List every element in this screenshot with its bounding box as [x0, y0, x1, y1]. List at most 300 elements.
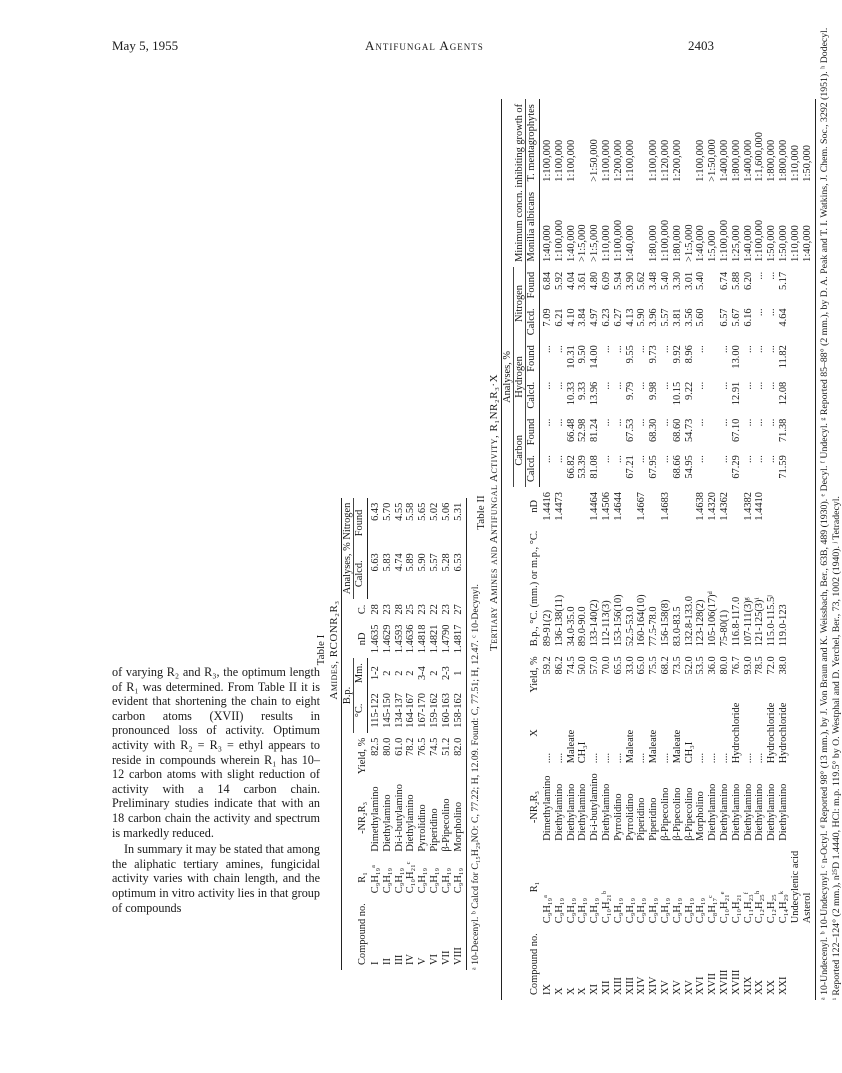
page-number: 2403: [688, 38, 714, 53]
t2-cell-no: [790, 928, 802, 1000]
t2-cell-yield: 59.2: [541, 656, 553, 675]
t2-cell-nd: [802, 487, 816, 526]
t2-cell-cf: 68.30: [648, 418, 660, 443]
t2-cell-cc: 67.21: [624, 455, 636, 479]
t2-cell-hc: 9.98: [648, 381, 660, 400]
t2-cell-hf: ...: [542, 345, 553, 354]
t2-cell-yield: 33.0: [624, 656, 636, 675]
t2-cell-cf: 52.98: [577, 418, 589, 443]
t1-header-analyses: Analyses, % Nitrogen: [342, 498, 354, 599]
t2-cell-tri: 1:100,000: [542, 139, 553, 182]
t2-cell-x: Hydrochloride: [766, 702, 778, 764]
t1-cell-no: VI: [428, 954, 440, 965]
t2-cell-nd: [577, 487, 589, 526]
t2-cell-mon: 1:100,000: [754, 219, 766, 262]
t1-cell-found: 5.06: [440, 502, 452, 521]
t2-row: [754, 99, 766, 1000]
t2-cell-tri: 1:200,000: [671, 139, 683, 182]
table-2-title: Tertiary Amines and Antifungal Activity, R₁NR₂R₃·X: [488, 373, 500, 652]
t2-cell-tri: [636, 99, 648, 187]
t2-cell-nf: [707, 267, 719, 304]
t2-row: [802, 99, 816, 1000]
t2-row: [707, 99, 719, 1000]
t2-cell-yield: 93.0: [742, 656, 754, 675]
t1-header-c: C.: [356, 604, 368, 615]
t2-cell-hc: ...: [695, 381, 707, 390]
t2-cell-cf: ...: [612, 418, 624, 427]
t2-cell-tri: 1:800,000: [766, 139, 778, 182]
t1-cell-found: 5.02: [428, 502, 440, 521]
t2-cell-no: X: [565, 987, 577, 995]
t2-cell-hf: ...: [718, 345, 730, 354]
t2-cell-x: [790, 698, 802, 769]
t2-cell-no: XII: [600, 980, 612, 995]
t2-cell-nr: Diethylamino: [553, 783, 565, 841]
t2-cell-mon: 1:50,000: [766, 225, 778, 262]
t2-cell-nd: 1.4416: [541, 492, 553, 521]
t1-cell-bp: 158-162: [453, 688, 467, 733]
t1-cell-r1: C₉H₁₉: [428, 867, 440, 894]
t2-cell-r1: C₁₀H₂₁: [730, 894, 742, 924]
t2-cell-cc: ...: [600, 455, 612, 463]
t2-cell-hf: ...: [766, 345, 778, 354]
t2-cell-no: XI: [589, 984, 601, 995]
t2-cell-x: ....: [742, 752, 754, 764]
t2-cell-cc: [707, 450, 719, 487]
t2-cell-hc: 10.15: [671, 381, 683, 406]
t2-cell-mon: 1:100,000: [659, 219, 671, 262]
t2-cell-bp: 153-156(10): [612, 594, 624, 647]
t2-cell-nc: 4.13: [624, 308, 636, 327]
t2-cell-bp: 123-128(2): [695, 599, 707, 647]
table-1-footnote: ᵃ 10-Decenyl. ᵇ Calcd for C₁₅H₂₉NO: C, 77.22; H, 12.09. Found: C, 77.51; H, 12.47. ᶜ 10-Decynyl.: [470, 584, 482, 970]
t1-cell-bp: 159-162: [428, 693, 440, 728]
t2-cell-nc: 5.90: [636, 308, 648, 327]
t2-row: [719, 99, 731, 1000]
t2-cell-yield: 70.0: [600, 656, 612, 675]
t2-cell-mon: 1:40,000: [542, 225, 553, 262]
table-2-label: Table II: [475, 495, 487, 530]
t2-cell-nf: [790, 267, 802, 304]
t2-cell-nf: 6.09: [600, 271, 612, 290]
t2-header-analyses: Analyses, %: [502, 267, 514, 487]
t2-cell-hc: ...: [612, 381, 624, 390]
t2-cell-bp: [790, 526, 802, 652]
t2-header-nitrogen-found: Found: [526, 267, 540, 304]
t2-cell-nd: [684, 487, 696, 526]
t2-cell-nd: [648, 487, 660, 526]
t1-cell-c: 28: [369, 604, 381, 615]
t2-cell-r1: C₉H₁₉: [553, 897, 565, 924]
t2-cell-x: CH₃I: [683, 741, 695, 764]
t2-cell-nc: 6.27: [612, 308, 624, 327]
t1-cell-nd: 1.4818: [417, 624, 429, 654]
t1-cell-r1: C₁₀H₂₁ᶜ: [405, 861, 417, 894]
t1-cell-found: 5.31: [453, 498, 467, 549]
t1-cell-found: 4.55: [393, 502, 405, 521]
t2-cell-x: Hydrochloride: [777, 702, 789, 764]
t2-cell-yield: 75.5: [648, 656, 660, 675]
t1-cell-found: 5.58: [405, 502, 417, 521]
t1-cell-mm: 2: [428, 670, 440, 676]
t2-cell-no: XV: [683, 979, 695, 995]
t2-cell-nd: 1.4667: [636, 492, 648, 521]
t2-cell-hf: 13.00: [730, 345, 742, 369]
t1-cell-nd: 1.4635: [369, 624, 381, 654]
t2-cell-bp: 132.8-133.0: [683, 596, 695, 647]
t2-cell-nr: Diethylamino: [754, 783, 766, 841]
t2-cell-r1: C₉H₁₉: [636, 897, 648, 924]
t1-header-compound: Compound no.: [356, 903, 368, 965]
t1-cell-yield: 80.0: [381, 737, 393, 756]
table-2-footnote: ᵃ 10-Undecenyl. ᵇ 10-Undecynyl. ᶜ n-Octyl. ᵈ Reported 98° (13 mm.), by J. Von Braun and K. Weissbach, Ber., 63B, 489 (1930). ᵉ Decyl. ᶠ Undecyl. ᵍ Reported 85–88° (2 mm.), by D. A. Peak and T. I. Watkins, J. Chem. Soc., 3292 (1951). ʰ Dodecyl. ⁱ Reported 122–124° (2 mm.), n²⁵D 1.4440, HCl: m.p. 119.5° by O. Westphal and D. Yerchel, Ber., 73, 1002 (1940). ʲ Tetradecyl.: [819, 27, 842, 1000]
t2-cell-bp: 121-125(3)ⁱ: [754, 597, 766, 647]
t1-cell-c: 25: [405, 604, 417, 615]
t1-cell-found: 5.70: [381, 502, 393, 521]
t2-cell-hc: 10.33: [565, 381, 577, 406]
t2-cell-nr: Diethylamino: [742, 783, 754, 841]
t2-cell-cf: ...: [600, 418, 612, 427]
t2-cell-r1: Asterol: [802, 846, 816, 928]
t2-row: [577, 99, 589, 1000]
t2-cell-no: XIX: [742, 976, 754, 995]
t2-cell-x: ....: [695, 752, 707, 764]
t2-header-hydrogen: Hydrogen: [514, 340, 526, 413]
t2-cell-nd: 1.4473: [553, 492, 565, 521]
t2-cell-tri: 1:400,000: [718, 139, 730, 182]
t2-cell-hc: 9.22: [683, 381, 695, 400]
t1-cell-no: V: [417, 957, 429, 965]
t2-row: [695, 99, 707, 1000]
t1-cell-yield: 61.0: [393, 737, 405, 756]
t2-cell-no: XIV: [636, 976, 648, 995]
t2-cell-cc: ...: [553, 455, 565, 463]
t2-cell-yield: [802, 651, 816, 697]
t1-cell-mm: 2: [405, 670, 417, 676]
t1-cell-nd: 1.4593: [393, 624, 405, 654]
t2-header-yield: Yield, %: [528, 656, 540, 693]
t2-cell-x: ....: [707, 752, 719, 764]
t2-row: [648, 99, 660, 1000]
t1-header-nr: -NR₂R₃: [356, 801, 368, 834]
t2-row: [766, 99, 778, 1000]
t2-cell-nr: Di-i-butylamino: [589, 773, 601, 841]
t2-cell-yield: 73.5: [671, 656, 683, 675]
t2-row: [540, 99, 554, 1000]
t2-cell-nf: 5.94: [612, 271, 624, 290]
t2-cell-tri: 1:100,000: [648, 139, 660, 182]
t2-cell-r1: C₁₂H₂₅: [766, 894, 778, 924]
t2-cell-yield: 72.0: [766, 656, 778, 675]
t1-cell-c: 28: [393, 604, 405, 615]
t2-cell-x: ....: [541, 752, 553, 764]
t2-cell-cf: 71.38: [777, 418, 789, 443]
t2-cell-no: X: [553, 987, 565, 995]
t2-cell-yield: 57.0: [589, 656, 601, 675]
t2-cell-hc: 12.08: [777, 381, 789, 406]
t2-cell-r1: C₁₀H₂₁ᵉ: [718, 891, 730, 924]
t2-cell-cf: [802, 414, 816, 451]
t2-cell-r1: C₉H₁₉: [577, 897, 589, 924]
t1-cell-nr: Morpholino: [453, 779, 467, 857]
t2-cell-mon: >1:5,000: [577, 224, 589, 262]
t2-cell-no: XVI: [695, 976, 707, 995]
t1-cell-nr: β-Pipecolino: [440, 798, 452, 852]
t2-cell-nc: 5.67: [730, 308, 742, 327]
t2-cell-bp: 52.5-53.0: [624, 606, 636, 647]
t2-cell-cc: 67.95: [648, 455, 660, 479]
t2-cell-cc: ...: [636, 455, 648, 463]
t2-cell-mon: 1:80,000: [671, 225, 683, 262]
t2-cell-hc: 13.96: [589, 381, 601, 406]
t1-cell-no: II: [381, 958, 393, 965]
t2-cell-nf: 5.88: [730, 271, 742, 290]
t2-cell-nc: 6.23: [600, 308, 612, 327]
t1-cell-c: 27: [453, 599, 467, 619]
t2-cell-yield: 78.5: [754, 656, 766, 675]
t2-header-hydrogen-found: Found: [526, 340, 540, 377]
t2-cell-nr: β-Pipecolino: [671, 787, 683, 841]
t2-cell-yield: 53.5: [695, 656, 707, 675]
t2-cell-nd: 1.4320: [707, 492, 719, 521]
t2-cell-r1: C₁₄H₂₉ᵏ: [777, 891, 789, 924]
t1-header-bp-c: °C.: [354, 688, 368, 733]
t2-cell-no: XIII: [624, 977, 636, 995]
t2-cell-mon: 1:100,000: [553, 219, 565, 262]
t2-cell-nc: 4.10: [565, 308, 577, 327]
t1-cell-no: VIII: [453, 898, 467, 970]
t2-cell-hc: ...: [553, 381, 565, 390]
t2-cell-nr: [802, 768, 816, 846]
t2-cell-no: [802, 928, 816, 1000]
t2-cell-yield: 65.0: [636, 656, 648, 675]
t1-header-found: Found: [354, 498, 368, 549]
t2-cell-r1: C₉H₁₉: [683, 897, 695, 924]
t2-cell-r1: C₉H₁₉ᵃ: [541, 895, 553, 924]
t2-cell-x: ....: [754, 752, 766, 764]
t2-cell-yield: 36.0: [707, 656, 719, 675]
t2-row: [743, 99, 755, 1000]
t2-cell-cf: 81.24: [589, 418, 601, 443]
t1-cell-c: 23: [440, 604, 452, 615]
t1-cell-mm: 1: [453, 658, 467, 688]
t2-header-mic: Minimum concn. inhibiting growth of: [502, 99, 526, 267]
t2-cell-nf: 6.84: [542, 271, 553, 290]
t2-cell-nr: Piperidino: [648, 797, 660, 841]
t2-cell-x: [802, 698, 816, 769]
t2-header-x: X: [528, 729, 540, 737]
t1-cell-no: VII: [440, 950, 452, 965]
t2-cell-mon: 1:40,000: [695, 225, 707, 262]
t2-cell-r1: C₉H₁₉: [659, 897, 671, 924]
t2-cell-cc: ...: [766, 455, 778, 463]
t1-cell-r1: C₉H₁₉: [453, 857, 467, 899]
t2-cell-cc: ...: [742, 455, 754, 463]
t2-cell-hf: 9.55: [624, 345, 636, 364]
table-2: [501, 99, 816, 1000]
t2-cell-nd: [625, 487, 637, 526]
t1-cell-mm: 2: [393, 670, 405, 676]
t2-cell-nd: 1.4638: [695, 492, 707, 521]
t1-cell-c: 22: [428, 604, 440, 615]
t2-cell-no: X: [577, 987, 589, 995]
t2-cell-hc: ...: [754, 381, 766, 390]
t2-cell-nd: [778, 487, 790, 526]
t1-header-nd: nD: [356, 632, 368, 646]
t2-cell-r1: C₉H₁₉: [671, 897, 683, 924]
t2-cell-hf: 8.96: [683, 345, 695, 364]
t2-cell-cc: 81.08: [589, 455, 601, 479]
t2-cell-cf: 66.48: [565, 418, 577, 443]
t1-cell-nr: Di-i-butylamino: [393, 784, 405, 852]
t1-cell-r1: C₉H₁₉: [417, 867, 429, 894]
t2-cell-nf: 3.01: [683, 271, 695, 290]
t2-cell-r1: C₁₁H₂₃ᶠ: [742, 892, 754, 924]
t2-cell-nc: 5.57: [659, 308, 671, 327]
t2-cell-nr: Diethylamino: [600, 783, 612, 841]
t2-cell-x: Maleate: [624, 729, 636, 764]
t2-row: [566, 99, 578, 1000]
t2-cell-nd: 1.4410: [754, 492, 766, 521]
t2-cell-tri: >1:50,000: [707, 139, 719, 182]
t2-cell-tri: >1:50,000: [589, 139, 601, 182]
t2-cell-cc: 54.95: [683, 455, 695, 479]
t2-cell-hc: [707, 377, 719, 414]
t2-cell-nr: Morpholino: [695, 791, 707, 841]
t2-cell-no: XV: [671, 979, 683, 995]
t2-cell-tri: 1:100,000: [553, 139, 565, 182]
t2-cell-bp: 89.0-90.0: [577, 606, 589, 647]
t2-row: [660, 99, 672, 1000]
t2-cell-x: Hydrochloride: [730, 702, 742, 764]
t2-cell-nc: 3.96: [648, 308, 660, 327]
t2-row: [778, 99, 790, 1000]
t1-cell-bp: 115-122: [370, 693, 381, 728]
t1-cell-mm: 1-2: [370, 666, 381, 681]
t2-cell-hc: ...: [542, 381, 553, 390]
t2-cell-nf: 4.80: [589, 271, 601, 290]
t2-cell-nf: 4.04: [565, 271, 577, 290]
t2-cell-cf: ...: [695, 418, 707, 427]
t2-cell-r1: C₈H₁₇ᶜ: [707, 895, 719, 924]
t1-cell-yield: 76.5: [417, 737, 429, 756]
t2-cell-nf: [802, 267, 816, 304]
t2-row: [684, 99, 696, 1000]
t2-cell-nr: [790, 768, 802, 846]
t2-cell-nf: 5.40: [695, 271, 707, 290]
t1-cell-yield: 74.5: [428, 737, 440, 756]
table-1-title: Amides, RCONR₂R₃: [328, 600, 340, 700]
t2-cell-hf: 11.82: [777, 345, 789, 369]
t2-cell-cf: 68.60: [671, 418, 683, 443]
t2-cell-nc: [707, 303, 719, 340]
t2-cell-nf: 5.92: [553, 271, 565, 290]
t2-cell-nf: 6.74: [718, 271, 730, 290]
t2-cell-cc: 67.29: [730, 455, 742, 479]
t2-cell-cf: ...: [636, 418, 648, 427]
t2-header-r1: R₁: [528, 881, 540, 893]
t2-cell-nd: [731, 487, 743, 526]
t2-row: [554, 99, 566, 1000]
t1-cell-bp: 160-163: [440, 693, 452, 728]
t2-cell-nd: 1.4464: [589, 492, 601, 521]
t2-cell-nc: [790, 303, 802, 340]
t2-cell-tri: 1:100,000: [565, 139, 577, 182]
t2-cell-nr: Diethylamino: [707, 783, 719, 841]
t2-cell-tri: 1:100,000: [695, 139, 707, 182]
t2-cell-nr: Diethylamino: [565, 783, 577, 841]
t2-cell-mon: 1:25,000: [730, 225, 742, 262]
t2-cell-x: ....: [589, 752, 601, 764]
t2-cell-nf: 3.30: [671, 271, 683, 290]
t1-cell-yield: 51.2: [440, 737, 452, 756]
running-title: Antifungal Agents: [365, 38, 484, 53]
t2-cell-hf: [790, 340, 802, 377]
t1-header-calcd: Calcd.: [354, 548, 368, 599]
t2-cell-nr: Pyrrolidino: [612, 793, 624, 841]
t2-cell-hf: 9.50: [577, 345, 589, 364]
t2-cell-no: XVIII: [718, 969, 730, 995]
t2-cell-nc: [802, 303, 816, 340]
t2-row: [589, 99, 601, 1000]
t2-cell-nr: Diethylamino: [577, 783, 589, 841]
t2-cell-cf: ...: [718, 418, 730, 427]
t2-row: [613, 99, 625, 1000]
t2-cell-bp: 83.0-83.5: [671, 606, 683, 647]
t2-header-compound: Compound no.: [528, 933, 540, 995]
t2-cell-nf: 5.62: [636, 271, 648, 290]
t1-header-r1: R₁: [356, 872, 368, 883]
t2-cell-yield: 80.0: [718, 656, 730, 675]
table-2-block: [325, 20, 842, 1000]
t2-cell-nf: ...: [754, 271, 766, 280]
t2-cell-nc: 3.84: [577, 308, 589, 327]
t1-cell-calcd: 5.28: [440, 553, 452, 572]
t2-cell-no: XX: [766, 979, 778, 995]
t1-cell-nr: Dimethylamino: [369, 786, 381, 852]
t2-cell-r1: C₉H₁₉: [695, 897, 707, 924]
t2-cell-x: Maleate: [648, 729, 660, 764]
t2-cell-tri: 1:400,000: [742, 139, 754, 182]
t2-cell-tri: 1:100,000: [624, 139, 636, 182]
t1-cell-c: 23: [381, 604, 393, 615]
t2-cell-mon: 1:10,000: [789, 225, 801, 262]
t2-cell-hc: ...: [600, 381, 612, 390]
t2-cell-r1: C₉H₁₉: [624, 897, 636, 924]
t2-cell-hc: ...: [718, 381, 730, 390]
t2-cell-tri: [684, 99, 696, 187]
t2-cell-nd: 1.4382: [742, 492, 754, 521]
t2-cell-mon: >1:5,000: [683, 224, 695, 262]
t2-cell-hc: ...: [636, 381, 648, 390]
t2-cell-hc: 9.33: [577, 381, 589, 400]
t1-cell-calcd: 4.74: [393, 553, 405, 572]
t2-cell-x: ....: [553, 752, 565, 764]
t1-cell-bp: 134-137: [393, 693, 405, 728]
t2-cell-cf: 54.73: [683, 418, 695, 443]
body-text-column: [112, 665, 320, 917]
t2-cell-nc: 4.97: [589, 308, 601, 327]
t1-cell-calcd: 5.90: [417, 553, 429, 572]
t2-cell-x: CH₃I: [577, 741, 589, 764]
t1-cell-found: 5.65: [417, 502, 429, 521]
t2-cell-tri: 1:10,000: [789, 145, 801, 182]
t2-cell-cf: 67.10: [730, 418, 742, 443]
t1-header-yield: Yield, %: [356, 737, 368, 775]
t2-cell-bp: 160-164(10): [636, 594, 648, 647]
t1-cell-r1: C₉H₁₉: [393, 867, 405, 894]
t2-cell-cf: ...: [553, 418, 565, 427]
